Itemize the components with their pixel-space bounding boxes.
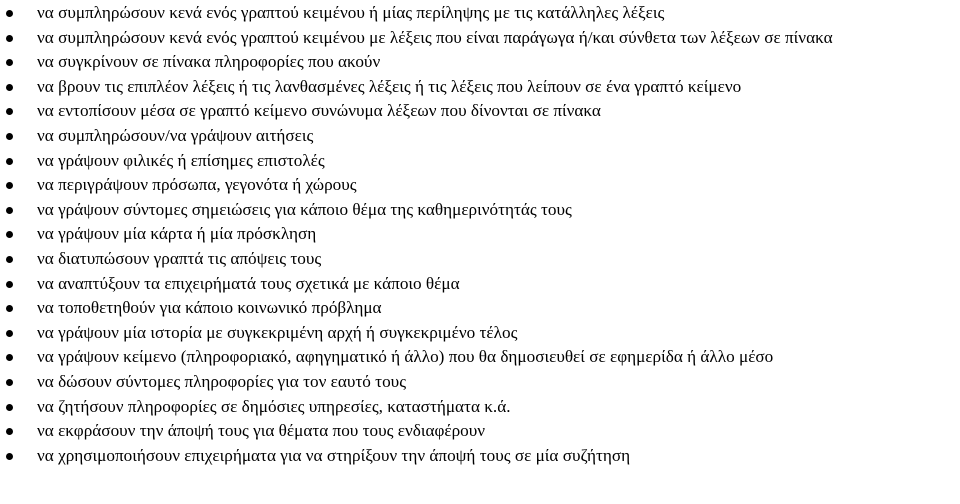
list-item-text: να τοποθετηθούν για κάποιο κοινωνικό πρόβλημα: [37, 298, 382, 318]
bullet-icon: [6, 379, 13, 386]
bullet-icon: [6, 231, 13, 238]
bullet-icon: [6, 133, 13, 140]
list-item: [0, 149, 960, 174]
list-item-text: να συγκρίνουν σε πίνακα πληροφορίες που ακούν: [37, 52, 381, 72]
list-item-text: να βρουν τις επιπλέον λέξεις ή τις λανθασμένες λέξεις ή τις λέξεις που λείπουν σε ένα γραπτό κείμενο: [37, 76, 742, 96]
list-item-text: να γράψουν μία ιστορία με συγκεκριμένη αρχή ή συγκεκριμένο τέλος: [37, 322, 518, 342]
bullet-icon: [6, 404, 13, 411]
bullet-icon: [6, 59, 13, 66]
list-item: [0, 75, 960, 100]
list-item-text: να περιγράψουν πρόσωπα, γεγονότα ή χώρους: [37, 175, 357, 195]
list-item-text: να γράψουν κείμενο (πληροφοριακό, αφηγηματικό ή άλλο) που θα δημοσιευθεί σε εφημερίδα ή άλλο μέσο: [37, 347, 774, 367]
bullet-icon: [6, 256, 13, 263]
bullet-icon: [6, 207, 13, 214]
bullet-icon: [6, 10, 13, 17]
list-item: [0, 419, 960, 444]
list-item-text: να γράψουν φιλικές ή επίσημες επιστολές: [37, 150, 325, 170]
list-item: [0, 370, 960, 395]
list-item-text: να συμπληρώσουν κενά ενός γραπτού κειμένου ή μίας περίληψης με τις κατάλληλες λέξεις: [37, 3, 665, 22]
bullet-icon: [6, 330, 13, 337]
bullet-icon: [6, 428, 13, 435]
list-item: [0, 296, 960, 321]
list-item: [0, 345, 960, 370]
list-item-text: να χρησιμοποιήσουν επιχειρήματα για να στηρίξουν την άποψή τους σε μία συζήτηση: [37, 445, 631, 465]
list-item: [0, 222, 960, 247]
list-item: [0, 272, 960, 297]
list-item-text: να αναπτύξουν τα επιχειρήματά τους σχετικά με κάποιο θέμα: [37, 273, 460, 293]
list-item-text: να ζητήσουν πληροφορίες σε δημόσιες υπηρεσίες, καταστήματα κ.ά.: [37, 396, 511, 416]
bullet-icon: [6, 35, 13, 42]
list-item: [0, 444, 960, 469]
list-item: [0, 173, 960, 198]
bullet-icon: [6, 158, 13, 165]
bullet-icon: [6, 305, 13, 312]
list-item: [0, 99, 960, 124]
bullet-icon: [6, 453, 13, 460]
list-item: [0, 50, 960, 75]
list-item: [0, 321, 960, 346]
bullet-list: [0, 1, 960, 468]
list-item-text: να συμπληρώσουν κενά ενός γραπτού κειμένου με λέξεις που είναι παράγωγα ή/και σύνθετα των λέξεων σε πίνακα: [37, 27, 833, 47]
bullet-icon: [6, 84, 13, 91]
list-item: [0, 198, 960, 223]
bullet-icon: [6, 281, 13, 288]
list-item: [0, 247, 960, 272]
list-item-text: να γράψουν σύντομες σημειώσεις για κάποιο θέμα της καθημερινότητάς τους: [37, 199, 572, 219]
list-item: [0, 1, 960, 26]
list-item: [0, 26, 960, 51]
bullet-icon: [6, 354, 13, 361]
list-item: [0, 124, 960, 149]
list-item-text: να εντοπίσουν μέσα σε γραπτό κείμενο συνώνυμα λέξεων που δίνονται σε πίνακα: [37, 101, 601, 121]
bullet-icon: [6, 108, 13, 115]
list-item-text: να δώσουν σύντομες πληροφορίες για τον εαυτό τους: [37, 371, 406, 391]
list-item-text: να γράψουν μία κάρτα ή μία πρόσκληση: [37, 224, 317, 244]
list-item: [0, 395, 960, 420]
bullet-icon: [6, 182, 13, 189]
list-item-text: να εκφράσουν την άποψή τους για θέματα που τους ενδιαφέρουν: [37, 421, 486, 441]
list-item-text: να συμπληρώσουν/να γράψουν αιτήσεις: [37, 125, 314, 145]
list-item-text: να διατυπώσουν γραπτά τις απόψεις τους: [37, 248, 322, 268]
